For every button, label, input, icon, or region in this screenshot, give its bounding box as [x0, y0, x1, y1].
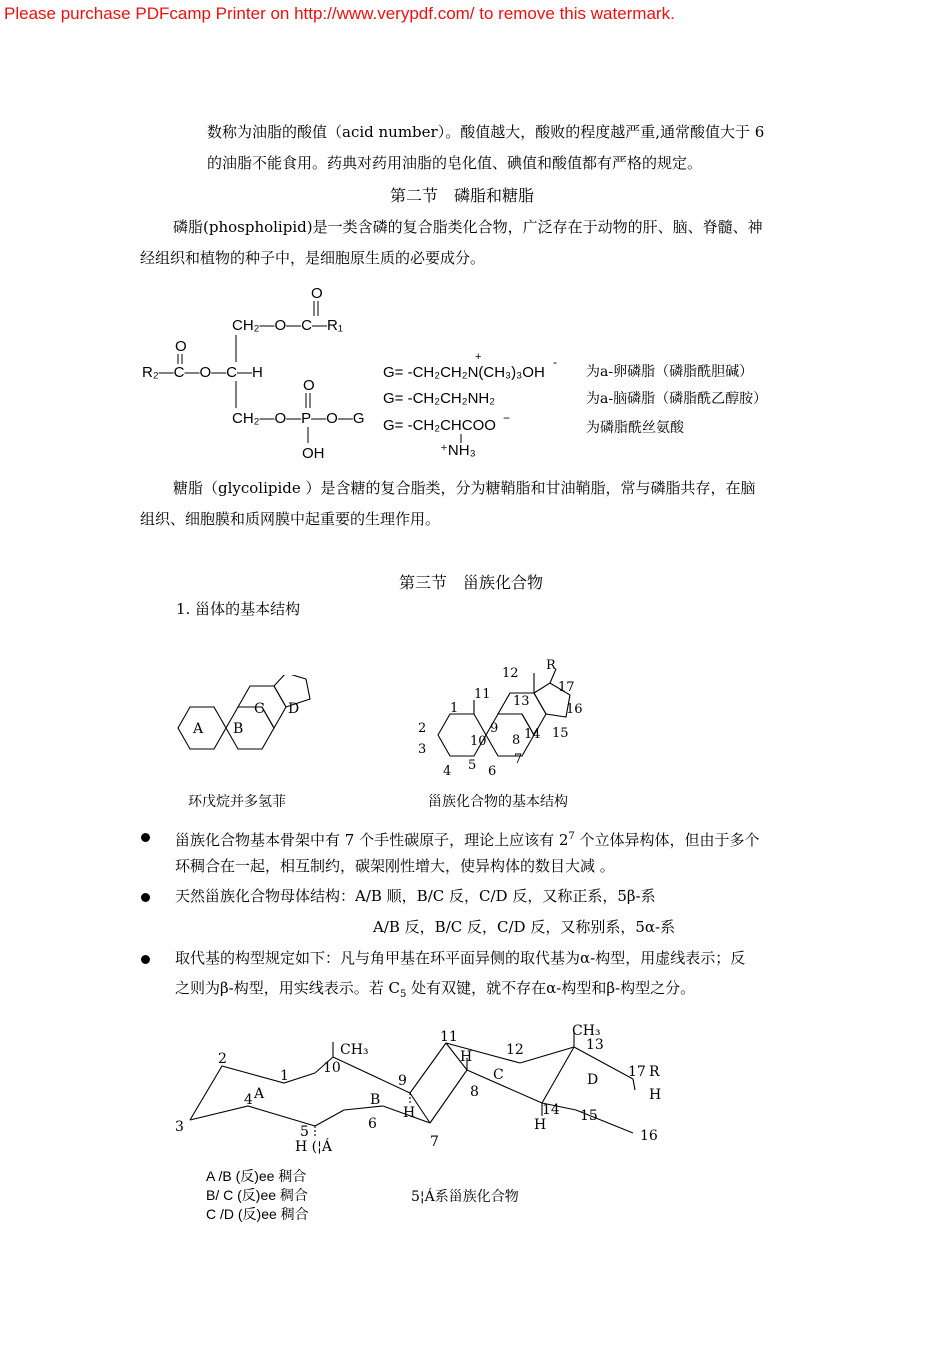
numbered-steroid-diagram	[410, 655, 610, 785]
bullet-3-text-post: 处有双键，就不存在α-构型和β-构型之分。	[406, 979, 696, 997]
fusion-cd: C /D (反)ee 稠合	[206, 1206, 309, 1222]
conf-ring-d: D	[587, 1072, 599, 1088]
fusion-ab: A /B (反)ee 稠合	[206, 1168, 307, 1184]
g3-formula: G= -CH₂CHCOO	[383, 417, 496, 434]
conf-carbon-2: 2	[218, 1051, 227, 1067]
conf-carbon-13: 13	[586, 1037, 604, 1053]
bullet-3-text-pre: 之则为β-构型，用实线表示。若 C	[175, 979, 400, 997]
bullet-3-line2	[175, 974, 695, 1009]
carbon-2: 2	[418, 721, 427, 736]
g2-description: 为a-脑磷脂（磷脂酰乙醇胺）	[586, 391, 768, 407]
conf-carbon-10: 10	[323, 1060, 341, 1076]
section-2-title: 第二节 磷脂和糖脂	[390, 186, 535, 205]
conf-h14: H	[534, 1117, 547, 1133]
carbon-12: 12	[502, 666, 519, 681]
conf-h9: H	[403, 1105, 416, 1121]
conf-carbon-3: 3	[175, 1119, 184, 1135]
conf-carbon-6: 6	[368, 1116, 377, 1132]
conf-carbon-11: 11	[440, 1029, 458, 1045]
phosphate-oh: OH	[302, 445, 325, 462]
carbon-4: 4	[443, 764, 452, 779]
section-3-title: 第三节 甾族化合物	[399, 573, 544, 592]
carbon-17: 17	[558, 680, 575, 695]
conf-carbon-12: 12	[506, 1042, 524, 1058]
bullet-1-superscript: 7	[568, 831, 575, 842]
g3-minus: −	[503, 411, 511, 425]
carbon-7: 7	[514, 752, 523, 767]
phosphate-o: O	[303, 377, 315, 394]
carbon-16: 16	[566, 702, 583, 717]
conf-carbon-15: 15	[580, 1108, 598, 1124]
caption-cyclopentanophenanthrene: 环戊烷并多氢菲	[188, 794, 286, 810]
section-2-para1-line2: 经组织和植物的种子中，是细胞原生质的必要成分。	[140, 249, 486, 267]
carbon-9: 9	[490, 721, 499, 736]
carbon-6: 6	[488, 764, 497, 779]
bullet-2-line1: 天然甾族化合物母体结构：A/B 顺，B/C 反，C/D 反，又称正系，5β-系	[175, 887, 656, 905]
conf-ring-c: C	[493, 1067, 504, 1083]
ch2-top-chain: CH₂—O—C—R₁	[232, 317, 343, 334]
conf-carbon-7: 7	[430, 1134, 439, 1150]
conf-h17: H	[649, 1087, 662, 1103]
section-2-para1-line1: 磷脂(phospholipid)是一类含磷的复合脂类化合物，广泛存在于动物的肝、脑、脊髓、神	[173, 218, 763, 236]
bullet-1-line2: 环稠合在一起，相互制约，碳架刚性增大，使异构体的数目大减 。	[175, 857, 615, 875]
ring-label-a: A	[193, 721, 204, 737]
cyclopentanophenanthrene-diagram	[170, 675, 330, 775]
bullet-3-line1: 取代基的构型规定如下：凡与角甲基在环平面异侧的取代基为α-构型，用虚线表示；反	[175, 949, 746, 967]
conf-ch3-13: CH₃	[572, 1023, 601, 1039]
caption-steroid-structure: 甾族化合物的基本结构	[428, 794, 568, 810]
conf-h5: H (¦Á	[295, 1139, 332, 1155]
conf-carbon-4: 4	[244, 1092, 253, 1108]
intro-line-1: 数称为油脂的酸值（acid number）。酸值越大，酸败的程度越严重,通常酸值大于 6	[207, 123, 765, 141]
conf-h8: H	[460, 1049, 473, 1065]
bullet-dot-2	[141, 893, 150, 902]
carbon-3: 3	[418, 742, 427, 757]
phospholipid-structure	[130, 280, 830, 465]
ring-label-b: B	[233, 721, 244, 737]
conf-carbon-8: 8	[470, 1084, 479, 1100]
bullet-dot-1	[141, 833, 150, 842]
g1-description: 为a-卵磷脂（磷脂酰胆碱）	[586, 364, 754, 380]
g3-description: 为磷脂酰丝氨酸	[586, 420, 684, 436]
conf-ring-a: A	[254, 1086, 265, 1102]
carbon-11: 11	[474, 687, 491, 702]
fusion-bc: B/ C (反)ee 稠合	[206, 1187, 308, 1203]
conf-carbon-9: 9	[398, 1073, 407, 1089]
r2-ester-chain: R₂—C—O—C—H	[142, 364, 263, 381]
g1-minus: -	[553, 355, 557, 369]
carbon-10: 10	[470, 734, 487, 749]
r-substituent: R	[546, 658, 556, 673]
conf-carbon-5: 5	[300, 1124, 309, 1140]
conf-carbon-1: 1	[280, 1068, 289, 1084]
section-3-subtitle: 1. 甾体的基本结构	[176, 600, 301, 618]
carbon-8: 8	[512, 733, 521, 748]
conformation-caption: 5¦Á系甾族化合物	[411, 1189, 519, 1205]
conf-ring-b: B	[370, 1092, 381, 1108]
carbon-5: 5	[468, 758, 477, 773]
intro-line-2: 的油脂不能食用。药典对药用油脂的皂化值、碘值和酸值都有严格的规定。	[207, 154, 703, 172]
conf-r: R	[649, 1064, 660, 1080]
section-2-para2-line1: 糖脂（glycolipide ）是含糖的复合脂类，分为糖鞘脂和甘油鞘脂，常与磷脂共存，在脑	[173, 479, 756, 497]
g1-formula: G= -CH₂CH₂N(CH₃)₃OH	[383, 364, 545, 381]
bullet-2-line2: A/B 反，B/C 反，C/D 反，又称别系，5α-系	[373, 918, 676, 936]
conformation-bonds	[190, 1032, 635, 1138]
carbon-14: 14	[524, 727, 541, 742]
conf-carbon-17: 17	[628, 1064, 646, 1080]
steroid-conformation-diagram	[170, 1010, 690, 1155]
bullet-1-text-pre: 甾族化合物基本骨架中有 7 个手性碳原子，理论上应该有 2	[175, 831, 569, 849]
conf-ch3-10: CH₃	[340, 1042, 369, 1058]
carbon-1: 1	[450, 701, 459, 716]
bullet-dot-3	[141, 955, 150, 964]
bullet-1-text-post: 个立体异构体，但由于多个	[574, 831, 760, 849]
g2-formula: G= -CH₂CH₂NH₂	[383, 390, 496, 407]
conf-carbon-16: 16	[640, 1128, 658, 1144]
conf-carbon-14: 14	[542, 1102, 560, 1118]
carbonyl-o-top: O	[311, 285, 323, 302]
g3-ammonium: ⁺NH₃	[440, 442, 476, 459]
bullet-3-subscript: 5	[400, 989, 407, 1000]
bullet-1-line1	[175, 822, 760, 855]
watermark: Please purchase PDFcamp Printer on http://www.verypdf.com/ to remove this watermark.	[4, 4, 675, 23]
carbonyl-o-left: O	[175, 338, 187, 355]
ch2-bottom-chain: CH₂—O—P—O—G	[232, 410, 365, 427]
carbon-15: 15	[552, 726, 569, 741]
ring-label-d: D	[288, 701, 300, 717]
ring-label-c: C	[254, 701, 265, 717]
carbon-13: 13	[513, 694, 530, 709]
section-2-para2-line2: 组织、细胞膜和质网膜中起重要的生理作用。	[140, 510, 441, 528]
g1-plus: +	[475, 351, 482, 363]
